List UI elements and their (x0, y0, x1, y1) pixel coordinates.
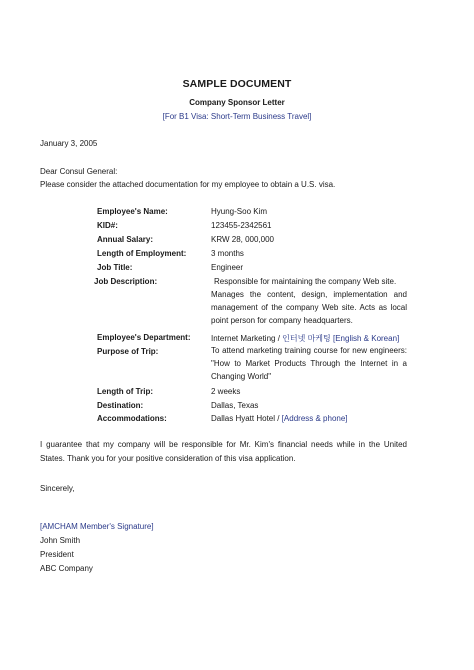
job-description-label: Job Description: (94, 277, 158, 286)
job-title-value: Engineer (211, 263, 244, 272)
department-korean: 인터넷 마케팅 (282, 334, 331, 343)
document-subtitle: Company Sponsor Letter (189, 98, 285, 107)
destination-label: Destination: (97, 401, 144, 410)
signer-title: President (40, 550, 74, 559)
job-description-line1: Responsible for maintaining the company Web site. (214, 277, 397, 286)
guarantee-paragraph: I guarantee that my company will be responsible for Mr. Kim's financial needs while in the United States. Thank you for your positive consideration of this visa application. (40, 440, 407, 463)
document-title: SAMPLE DOCUMENT (182, 78, 292, 90)
job-title-label: Job Title: (97, 263, 133, 272)
destination-value: Dallas, Texas (211, 401, 259, 410)
accommodations-value (211, 414, 348, 423)
trip-length-label: Length of Trip: (97, 387, 153, 396)
letter-date: January 3, 2005 (40, 139, 98, 148)
intro-paragraph: Please consider the attached documentation for my employee to obtain a U.S. visa. (40, 180, 336, 189)
accommodations-note: [Address & phone] (281, 414, 348, 423)
employee-name-label: Employee's Name: (97, 207, 168, 216)
employment-length-value: 3 months (211, 249, 244, 258)
signer-name: John Smith (40, 536, 81, 545)
trip-purpose-value: To attend marketing training course for new engineers: "How to Market Products Through the Internet in a Changing World" (211, 346, 407, 381)
kid-label: KID#: (97, 221, 118, 230)
annual-salary-value: KRW 28, 000,000 (211, 235, 275, 244)
employment-length-label: Length of Employment: (97, 249, 187, 258)
signature-placeholder: [AMCHAM Member's Signature] (40, 522, 154, 531)
trip-length-value: 2 weeks (211, 387, 241, 396)
salutation: Dear Consul General: (40, 167, 118, 176)
employee-name-value: Hyung-Soo Kim (211, 207, 268, 216)
job-description-details: Manages the content, design, implementation and management of the company Web site. Acts as local point person for company headquarters. (211, 290, 407, 325)
department-language-note: [English & Korean] (332, 334, 400, 343)
accommodations-label: Accommodations: (97, 414, 167, 423)
department-label: Employee's Department: (97, 333, 191, 342)
annual-salary-label: Annual Salary: (97, 235, 154, 244)
accommodations-hotel: Dallas Hyatt Hotel / (211, 414, 280, 423)
department-english: Internet Marketing / (211, 334, 280, 343)
kid-value: 123455-2342561 (211, 221, 272, 230)
company-name: ABC Company (40, 564, 93, 573)
trip-purpose-label: Purpose of Trip: (97, 347, 159, 356)
visa-type-note: [For B1 Visa: Short-Term Business Travel] (162, 112, 312, 121)
department-value (211, 333, 399, 344)
sign-off: Sincerely, (40, 484, 75, 493)
